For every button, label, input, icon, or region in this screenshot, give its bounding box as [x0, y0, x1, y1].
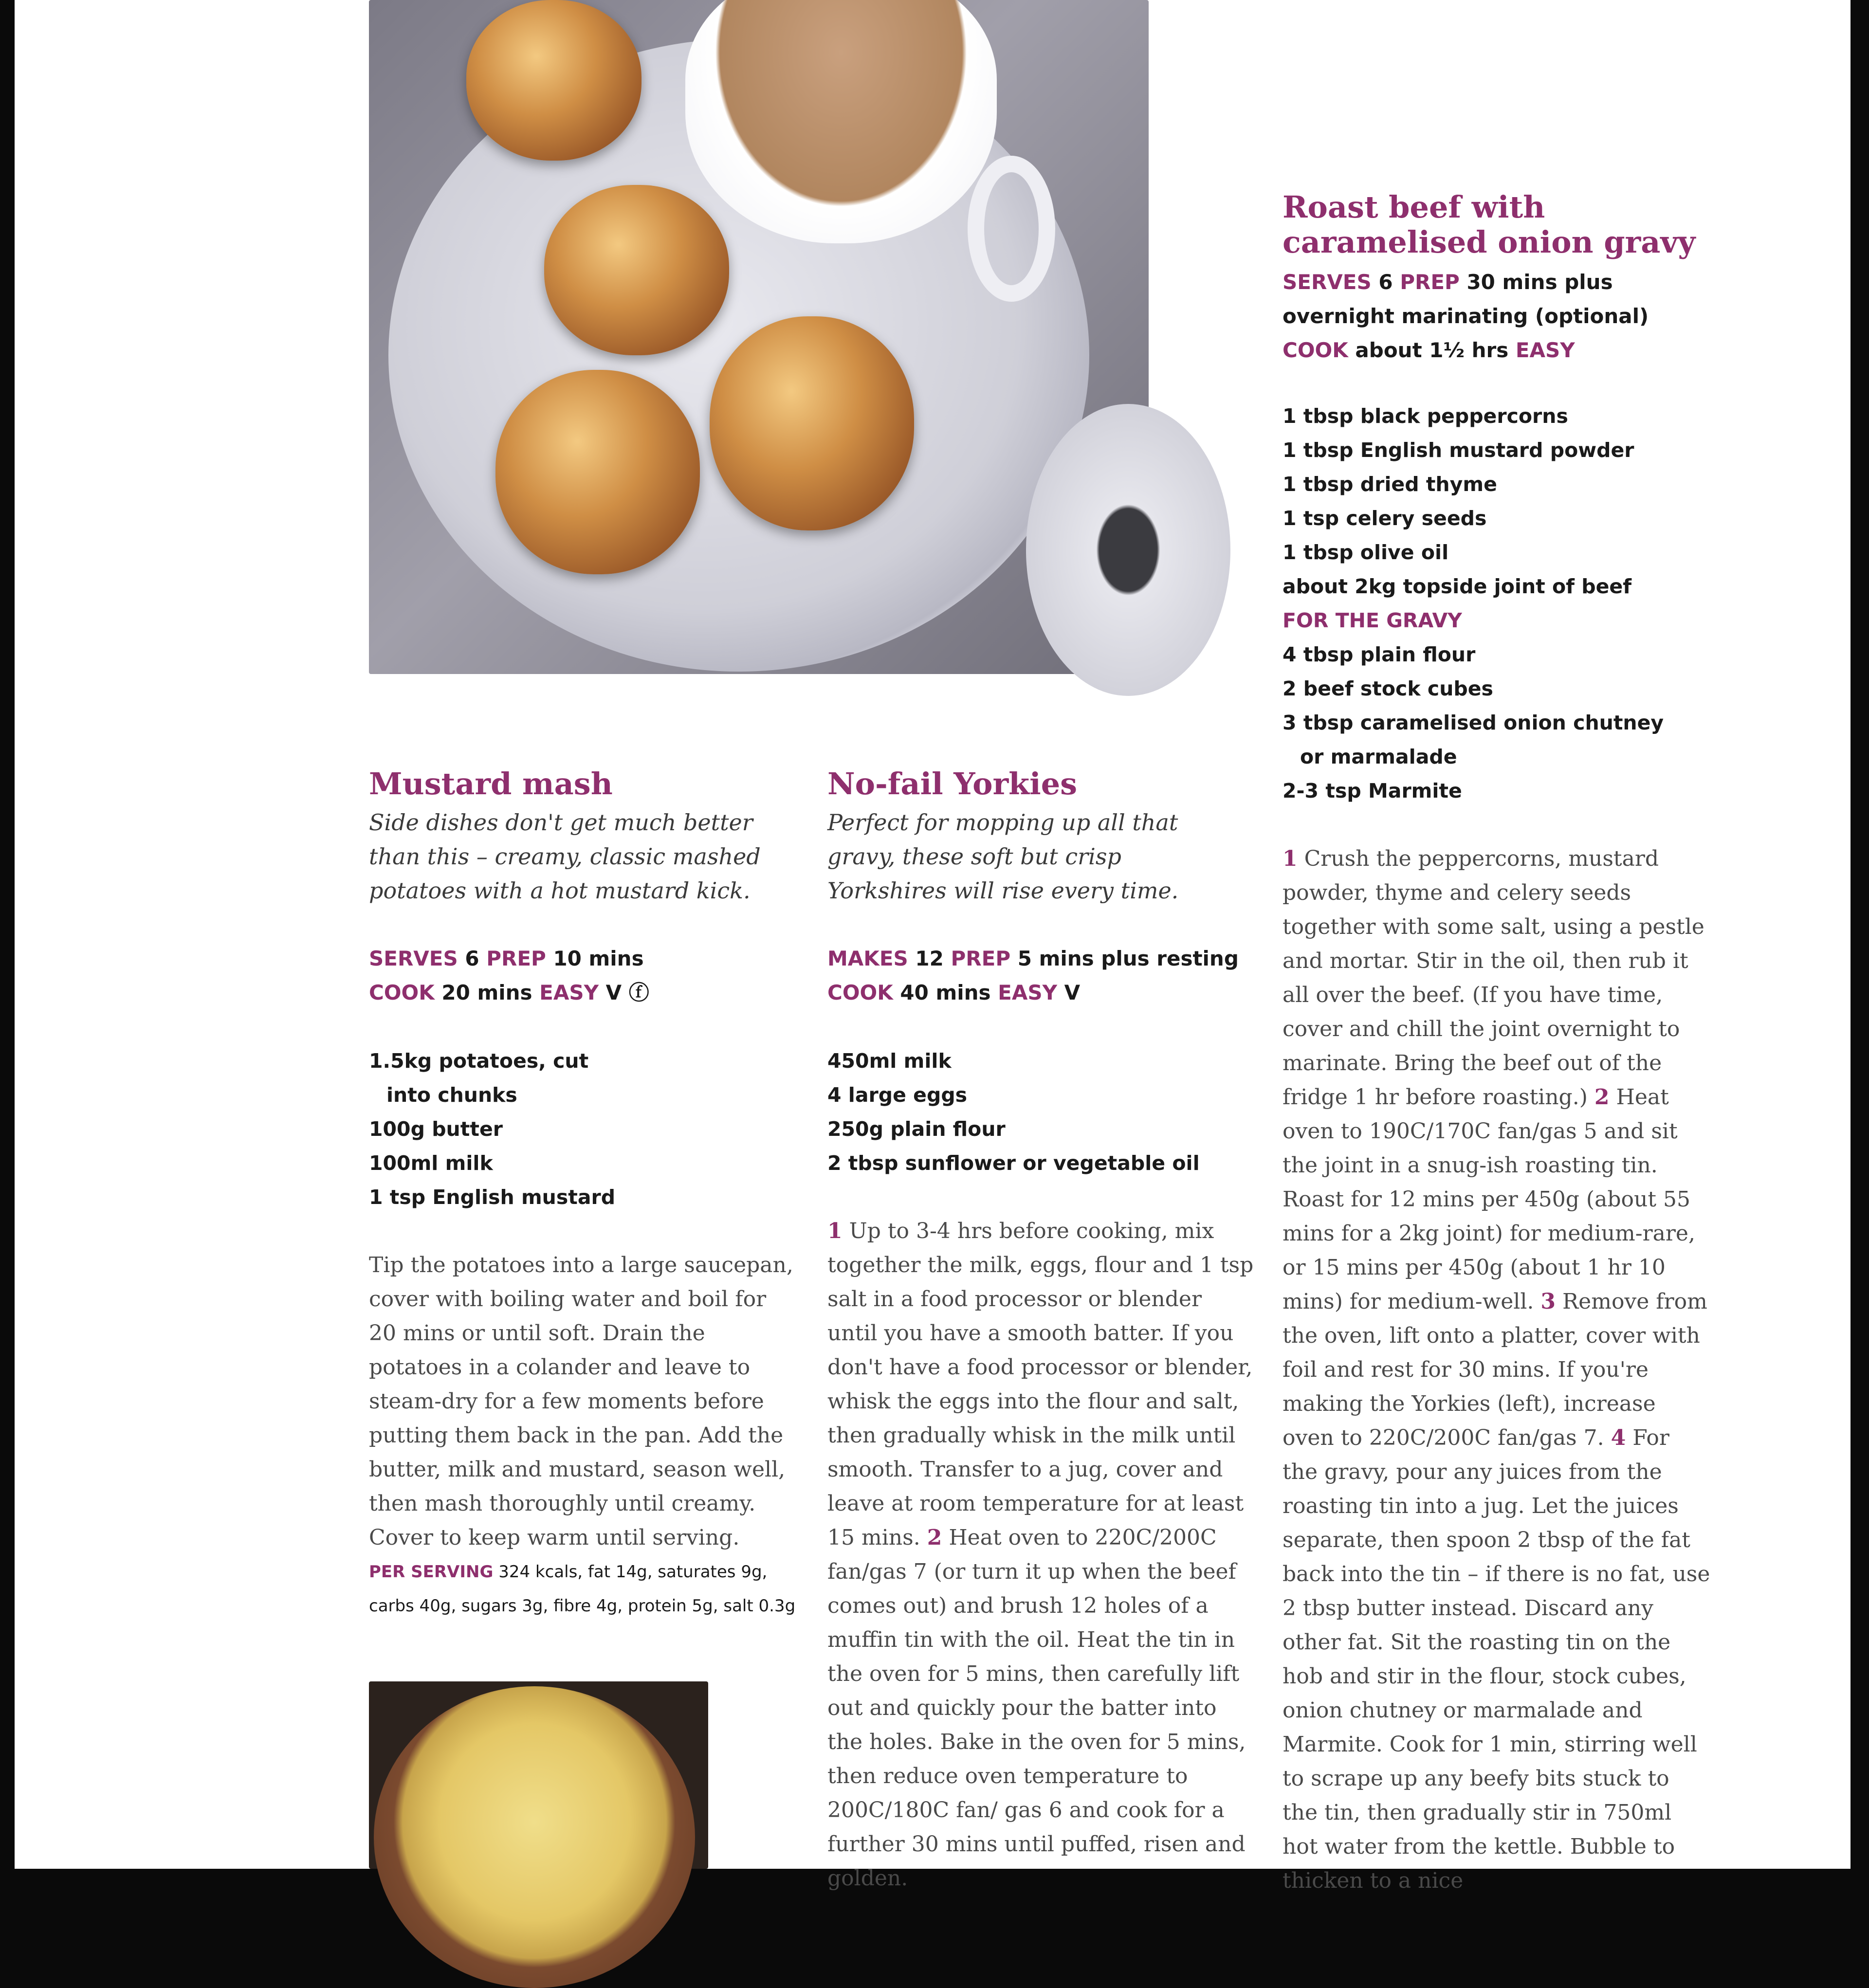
mash-bowl-shape: [374, 1686, 695, 1988]
prep-value: 10 mins: [553, 947, 644, 970]
yorkie-shape: [710, 316, 914, 530]
roast-beef-title-line1: Roast beef with: [1283, 189, 1545, 225]
ingredient-item: 2 beef stock cubes: [1283, 677, 1493, 700]
prep-label: PREP: [951, 947, 1011, 970]
ingredient-item: 1 tsp English mustard: [369, 1186, 616, 1209]
step-text: For the gravy, pour any juices from the roasting tin into a jug. Let the juices separate, then spoon 2 tbsp of the fat back into the tin – if there is no fat, use 2 tbsp butter instead. Discard any other fat. Sit the roasting tin on the hob and stir in the flour, stock cubes, onion chutney or marmalade and Marmite. Cook for 1 min, stirring well to scrape up any beefy bits stuck to the tin, then gradually stir in 750ml hot water from the kettle. Bubble to thicken to a nice: [1283, 1425, 1710, 1893]
mustard-mash-title: Mustard mash: [369, 766, 613, 802]
roast-beef-title-line2: caramelised onion gravy: [1283, 224, 1696, 260]
serves-value: 6: [1378, 270, 1393, 294]
yorkies-title: No-fail Yorkies: [827, 766, 1078, 802]
yorkie-shape: [495, 370, 700, 574]
cook-value: 40 mins: [900, 981, 991, 1004]
ingredient-item: 1 tbsp olive oil: [1283, 541, 1449, 564]
ingredient-item: 1 tbsp English mustard powder: [1283, 438, 1634, 462]
step-text: Heat oven to 220C/200C fan/gas 7 (or turn it up when the beef comes out) and brush 12 holes of a muffin tin with the oil. Heat the tin in the oven for 5 mins, then carefully lift out and quickly pour the batter into the holes. Bake in the oven for 5 mins, then reduce oven temperature to 200C/180C fan/ gas 6 and cook for a further 30 mins until puffed, risen and golden.: [827, 1525, 1246, 1891]
nutrition-label: PER SERVING: [369, 1562, 494, 1582]
mustard-mash-ingredients: [369, 1044, 615, 1214]
ingredient-item: 1 tbsp black peppercorns: [1283, 404, 1568, 428]
ingredient-item: 2 tbsp sunflower or vegetable oil: [827, 1151, 1200, 1175]
difficulty-badge: EASY: [539, 981, 599, 1004]
jug-handle-shape: [968, 156, 1055, 302]
yorkies-ingredients: [827, 1044, 1200, 1180]
cook-value: 20 mins: [441, 981, 532, 1004]
step-text: Heat oven to 190C/170C fan/gas 5 and sit the joint in a snug-ish roasting tin. Roast for 12 mins per 450g (about 55 mins for a 2kg joint) for medium-rare, or 15 mins per 450g (about 1 hr 10 mins) for medium-well.: [1283, 1085, 1695, 1314]
saucer-shape: [1026, 404, 1230, 696]
makes-value: 12: [915, 947, 944, 970]
roast-beef-method: [1283, 842, 1711, 1898]
serves-label: SERVES: [369, 947, 458, 970]
recipe-page: [15, 0, 1851, 1893]
ingredient-item: 4 tbsp plain flour: [1283, 643, 1476, 666]
ingredient-item: 100g butter: [369, 1117, 503, 1141]
step-number: 2: [927, 1525, 942, 1550]
diet-icons: V ⓕ: [605, 981, 649, 1004]
mustard-mash-intro: Side dishes don't get much better than this – creamy, classic mashed potatoes with a hot mustard kick.: [369, 809, 761, 904]
diet-icons: V: [1064, 981, 1081, 1004]
ingredient-item: 250g plain flour: [827, 1117, 1006, 1141]
prep-label: PREP: [486, 947, 546, 970]
yorkie-shape: [466, 0, 641, 161]
ingredient-item-cont: into chunks: [386, 1083, 517, 1107]
yorkies-meta: [827, 942, 1265, 1010]
ingredient-item: 1 tbsp dried thyme: [1283, 473, 1497, 496]
gravy-subheading: FOR THE GRAVY: [1283, 609, 1462, 632]
mustard-mash-meta: [369, 942, 807, 1010]
cook-label: COOK: [827, 981, 893, 1004]
prep-value-cont: overnight marinating (optional): [1283, 304, 1649, 328]
step-number: 1: [827, 1219, 843, 1243]
cook-label: COOK: [1283, 338, 1348, 362]
roast-beef-meta: [1283, 265, 1769, 367]
roast-beef-title: [1283, 190, 1769, 260]
cook-value: about 1½ hrs: [1355, 338, 1509, 362]
ingredient-item: 450ml milk: [827, 1049, 952, 1073]
step-text: Remove from the oven, lift onto a platter, cover with foil and rest for 30 mins. If you're making the Yorkies (left), increase oven to 220C/200C fan/gas 7.: [1283, 1289, 1707, 1450]
step-number: 1: [1283, 846, 1298, 871]
ingredient-item: 4 large eggs: [827, 1083, 968, 1107]
mustard-mash-nutrition: [369, 1555, 807, 1623]
step-number: 3: [1540, 1289, 1556, 1314]
yorkies-method: [827, 1214, 1256, 1896]
prep-value: 5 mins plus resting: [1017, 947, 1239, 970]
nutrition-values-cont: carbs 40g, sugars 3g, fibre 4g, protein 5g, salt 0.3g: [369, 1596, 796, 1616]
makes-label: MAKES: [827, 947, 908, 970]
ingredient-item: 3 tbsp caramelised onion chutney: [1283, 711, 1664, 734]
cook-label: COOK: [369, 981, 435, 1004]
step-number: 2: [1594, 1085, 1610, 1110]
prep-value: 30 mins plus: [1466, 270, 1613, 294]
mustard-mash-photo: [369, 1681, 708, 1869]
ingredient-item: 1.5kg potatoes, cut: [369, 1049, 589, 1073]
mustard-mash-method: Tip the potatoes into a large saucepan, cover with boiling water and boil for 20 mins or until soft. Drain the potatoes in a colander and leave to steam-dry for a few moments before putting them back in the pan. Add the butter, milk and mustard, season well, then mash thoroughly until creamy. Cover to keep warm until serving.: [369, 1253, 793, 1550]
ingredient-item: about 2kg topside joint of beef: [1283, 575, 1632, 598]
difficulty-badge: EASY: [1515, 338, 1575, 362]
yorkies-intro: Perfect for mopping up all that gravy, these soft but crisp Yorkshires will rise every time.: [827, 809, 1179, 904]
ingredient-item: 2-3 tsp Marmite: [1283, 779, 1462, 802]
ingredient-item: 100ml milk: [369, 1151, 493, 1175]
yorkie-shape: [544, 185, 729, 355]
prep-label: PREP: [1400, 270, 1460, 294]
serves-label: SERVES: [1283, 270, 1372, 294]
step-text: Up to 3-4 hrs before cooking, mix together the milk, eggs, flour and 1 tsp salt in a food processor or blender until you have a smooth batter. If you don't have a food processor or blender, whisk the eggs into the flour and salt, then gradually whisk in the milk until smooth. Transfer to a jug, cover and leave at room temperature for at least 15 mins.: [827, 1219, 1254, 1550]
step-number: 4: [1611, 1425, 1626, 1450]
ingredient-item: 1 tsp celery seeds: [1283, 507, 1487, 530]
difficulty-badge: EASY: [998, 981, 1058, 1004]
gravy-jug-shape: [685, 0, 997, 243]
step-text: Crush the peppercorns, mustard powder, thyme and celery seeds together with some salt, using a pestle and mortar. Stir in the oil, then rub it all over the beef. (If you have time, cover and chill the joint overnight to marinate. Bring the beef out of the fridge 1 hr before roasting.): [1283, 846, 1704, 1110]
yorkshire-puddings-photo: [369, 0, 1149, 674]
roast-beef-ingredients: [1283, 399, 1664, 808]
nutrition-values: 324 kcals, fat 14g, saturates 9g,: [498, 1562, 768, 1582]
ingredient-item-cont: or marmalade: [1300, 745, 1457, 768]
serves-value: 6: [465, 947, 479, 970]
